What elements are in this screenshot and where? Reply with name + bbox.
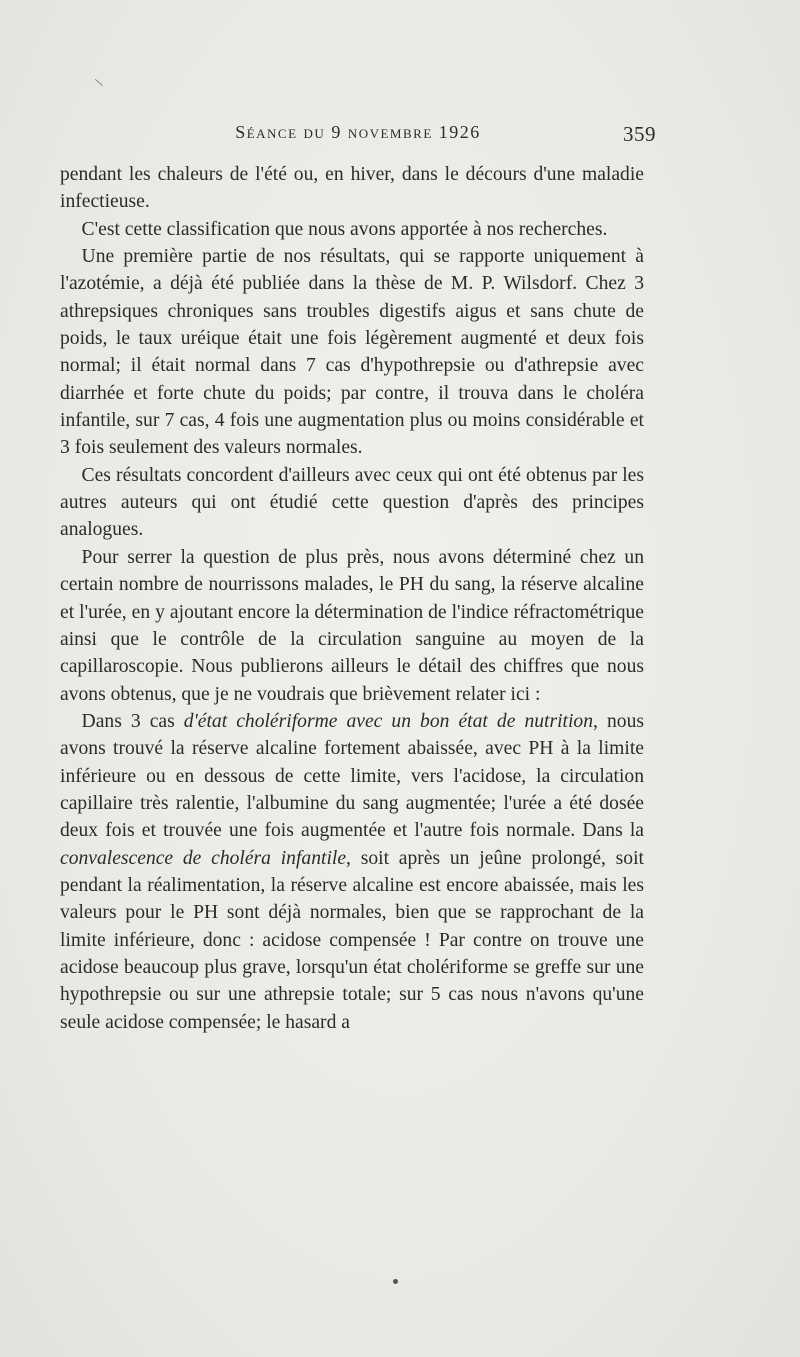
paragraph-3: Une première partie de nos résultats, qui se rapporte uniquement à l'azotémie, a déjà été publiée dans la thèse de M. P. Wilsdorf. Chez 3 athrepsiques chroniques sans troubles digestifs aigus et sans chute de poids, le taux uréique était une fois légèrement augmenté et deux fois normal; il était normal dans 7 cas d'hypothrepsie ou d'athrepsie avec diarrhée et forte chute du poids; par contre, il trouva dans le choléra infantile, sur 7 cas, 4 fois une augmentation plus ou moins considérable et 3 fois seulement des valeurs normales. (60, 246, 644, 459)
running-head (60, 122, 656, 152)
running-head-title: Séance du 9 novembre 1926 (235, 122, 481, 142)
printer-dot (393, 1279, 398, 1284)
paragraph-1: pendant les chaleurs de l'été ou, en hiver, dans le décours d'une maladie infectieuse. (60, 164, 644, 213)
paragraph-6-italic-2: convalescence de choléra infantile (60, 847, 347, 869)
paragraph-6-italic-1: d'état cholériforme avec un bon état de nutrition (183, 710, 594, 732)
paragraph-6 (60, 708, 644, 1036)
paragraph-6-text-c: , soit après un jeûne prolongé, soit pendant la réalimentation, la réserve alcaline est encore abaissée, mais les valeurs pour le PH sont déjà normales, bien que se rapprochant de la limite inférieure, donc : acidose compensée ! Par contre on trouve une acidose beaucoup plus grave, lorsqu'un état cholériforme se greffe sur une hypothrepsie ou sur une athrepsie totale; sur 5 cas nous n'avons qu'une seule acidose compensée; le hasard a (60, 847, 644, 1033)
paragraph-4: Ces résultats concordent d'ailleurs avec ceux qui ont été obtenus par les autres auteurs qui ont étudié cette question d'après des principes analogues. (60, 464, 644, 541)
paragraph-6-text-a: Dans 3 cas (81, 710, 184, 732)
paragraph-6-text-b: , nous avons trouvé la réserve alcaline fortement abaissée, avec PH à la limite inférieure ou en dessous de cette limite, vers l'acidose, la circulation capillaire très ralentie, l'albumine du sang augmentée; l'urée a été dosée deux fois et trouvée une fois augmentée et l'autre fois normale. Dans la (60, 710, 644, 842)
page-number: 359 (623, 122, 656, 146)
paragraph-2: C'est cette classification que nous avons apportée à nos recherches. (81, 218, 608, 240)
body-text (60, 161, 644, 1036)
paragraph-5: Pour serrer la question de plus près, nous avons déterminé chez un certain nombre de nourrissons malades, le PH du sang, la réserve alcaline et l'urée, en y ajoutant encore la détermination de l'indice réfractométrique ainsi que le contrôle de la circulation sanguine au moyen de la capillaroscopie. Nous publierons ailleurs le détail des chiffres que nous avons obtenus, que je ne voudrais que brièvement relater ici : (60, 546, 644, 705)
stray-mark (95, 79, 103, 86)
